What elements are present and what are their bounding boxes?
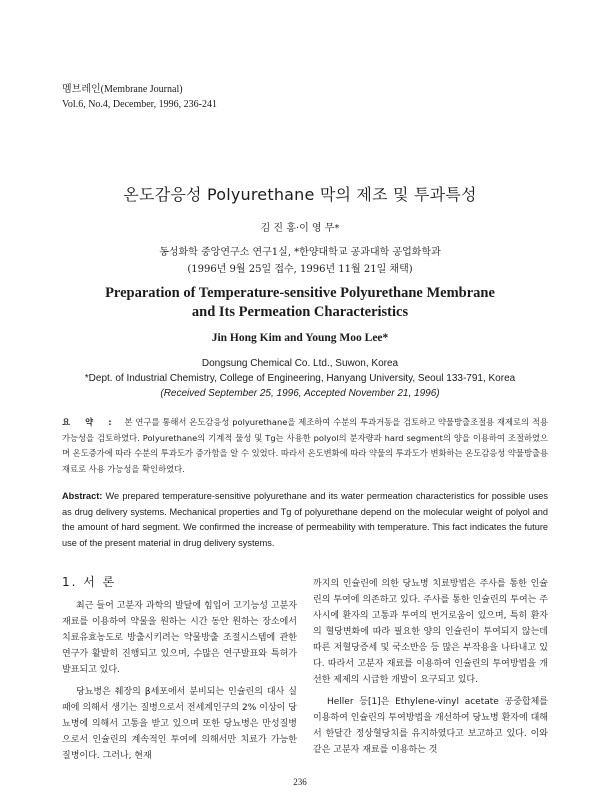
title-english	[0, 284, 600, 322]
title-korean: 온도감응성 Polyurethane 막의 제조 및 투과특성	[123, 185, 477, 204]
body-column-left	[62, 570, 297, 770]
authors-english: Jin Hong Kim and Young Moo Lee*	[211, 332, 389, 344]
body-paragraph: 당뇨병은 췌장의 β세포에서 분비되는 인슐린의 대사 실패에 의해서 생기는 질병으로서 전세계인구의 2% 이상이 당뇨병에 의해서 고통을 받고 있으며 또한 당뇨병은 만성질병으로서 인슐린의 계속적인 투여에 의해서만 치료가 가능한 질병이다. 그러나, 현재	[62, 687, 297, 761]
affiliation-english-line-2: *Dept. of Industrial Chemistry, College of Engineering, Hanyang University, Seoul 133-791, Korea	[84, 373, 516, 384]
affiliation-korean-line: 동성화학 중앙연구소 연구1실, *한양대학교 공과대학 공업화학과	[159, 247, 441, 258]
affiliation-english-line-1: Dongsung Chemical Co. Ltd., Suwon, Korea	[201, 358, 399, 369]
journal-name: 멤브레인(Membrane Journal)	[62, 84, 183, 95]
journal-header	[62, 82, 217, 112]
authors-korean: 김 진 홍·이 영 무*	[260, 223, 340, 234]
journal-issue: Vol.6, No.4, December, 1996, 236-241	[62, 99, 217, 110]
affiliation-english	[0, 356, 600, 401]
received-english-line: (Received September 25, 1996, Accepted November 21, 1996)	[160, 388, 440, 399]
section-heading-introduction: 1. 서 론	[62, 575, 117, 589]
abstract-english-text: We prepared temperature-sensitive polyurethane and its water permeation characteristics for possible uses as drug delivery systems. Mechanical properties and Tg of polyurethane depend on the molecular weight of polyol and the amount of hard segment. We confirmed the increase of permeability with temperature. This fact indicates the future use of the present material in drug delivery systems.	[62, 491, 548, 548]
body-paragraph: 최근 들어 고분자 과학의 발달에 힘입어 고기능성 고분자재료를 이용하여 약물을 원하는 시간 동안 원하는 장소에서 치료유효농도로 방출시키려는 약물방출 조절시스템에 관한 연구가 활발히 진행되고 있으며, 수많은 연구발표와 특허가 발표되고 있다.	[62, 601, 297, 675]
abstract-korean	[62, 415, 548, 477]
abstract-english-label: Abstract:	[62, 491, 103, 501]
abstract-english	[62, 489, 548, 551]
page-number: 236	[293, 777, 307, 787]
body-paragraph: 까지의 인슐린에 의한 당뇨병 치료방법은 주사를 통한 인슐린의 투여에 의존하고 있다. 주사를 통한 인슐린의 투여는 주사시에 환자의 고통과 투여의 번거로움이 있으며, 특히 환자의 혈당변화에 따라 필요한 양의 인슐린이 투여되지 않는데 따른 저혈당증세 및 국소반응 등 많은 부작용을 나타내고 있다. 따라서 고분자 재료를 이용하여 인슐린의 투여방법을 개선한 제제의 시급한 개발이 요구되고 있다.	[313, 579, 548, 685]
received-korean-line: (1996년 9월 25일 접수, 1996년 11월 21일 채택)	[187, 264, 413, 275]
abstract-korean-label: 요 약 :	[62, 417, 118, 427]
title-english-line-1: Preparation of Temperature-sensitive Polyurethane Membrane	[105, 285, 495, 301]
abstract-korean-text: 본 연구를 통해서 온도감응성 polyurethane을 제조하여 수분의 투과거동을 검토하고 약물방출조절용 재제로의 적용가능성을 검토하였다. Polyurethane의 기계적 물성 및 Tg는 사용한 polyol의 분자량과 hard segment의 양을 이용하여 조절하였으며 온도증가에 따라 수분의 투과도가 증가함을 알 수 있었다. 따라서 온도변화에 따라 약물의 투과도가 변화하는 온도감응성 약물방출용 재료로 사용 가능성을 확인하였다.	[62, 417, 548, 474]
affiliation-korean	[0, 244, 600, 278]
body-paragraph: Heller 등[1]은 Ethylene-vinyl acetate 공중합체를 이용하여 인슐린의 투여방법을 개선하여 당뇨병 환자에 대해서 한달간 정상혈당치를 유지하였다고 보고하고 있다. 이와 같은 고분자 재료를 이용하는 것	[313, 697, 548, 755]
title-english-line-2: and Its Permeation Characteristics	[191, 304, 409, 320]
body-column-right	[313, 576, 548, 764]
